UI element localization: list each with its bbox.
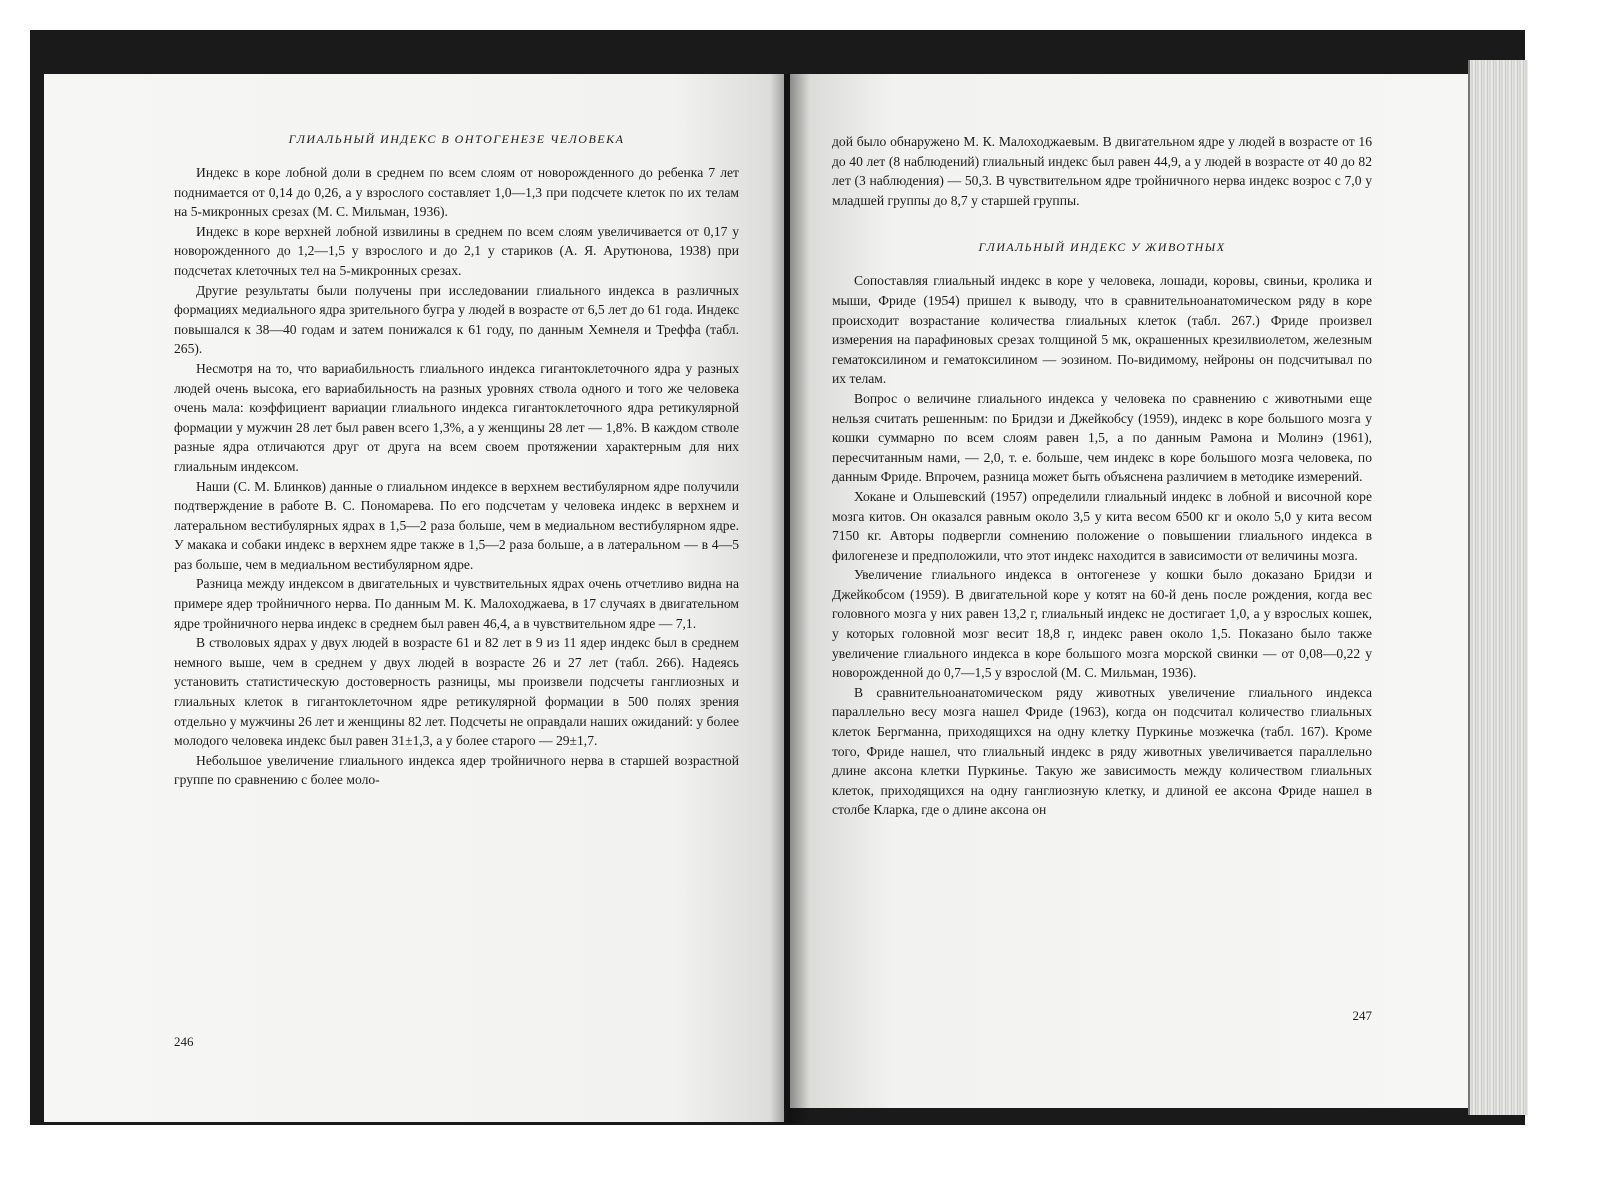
paragraph: Несмотря на то, что вариабильность глиального индекса гигантоклеточного ядра у разных людей очень высока, его вариабильность на разных уровнях ствола одного и того же человека очень мала: коэффициент вариации глиального индекса гигантоклеточного ядра ретикулярной формации у мужчин 28 лет был равен всего 1,3%, а у женщины 28 лет — 1,8%. В каждом стволе разные ядра отличаются друг от друга на всем своем протяжении характерным для них глиальным индексом.: [174, 360, 739, 474]
left-page: [44, 74, 784, 1122]
paragraph: Хокане и Ольшевский (1957) определили глиальный индекс в лобной и височной коре мозга китов. Он оказался равным около 3,5 у кита весом 6500 кг и около 5,0 у кита весом 7150 кг. Авторы подвергли сомнению положение о повышении глиального индекса в филогенезе и предположили, что этот индекс находится в зависимости от величины мозга.: [832, 488, 1372, 563]
paragraph: Небольшое увеличение глиального индекса ядер тройничного нерва в старшей возрастной группе по сравнению с более моло-: [174, 752, 739, 788]
page-number: 246: [174, 1034, 194, 1049]
paragraph: Другие результаты были получены при исследовании глиального индекса в различных формациях медиального ядра зрительного бугра у людей в возрасте от 6,5 лет до 61 года. Индекс повышался к 38—40 годам и затем понижался к 61 году, по данным Хемнеля и Треффа (табл. 265).: [174, 282, 739, 357]
paragraph: Вопрос о величине глиального индекса у человека по сравнению с животными еще нельзя считать решенным: по Бридзи и Джейкобсу (1959), индекс в коре большого мозга у кошки суммарно по всем слоям равен 1,5, а по данным Рамона и Молинэ (1961), пересчитанным нами, — 2,0, т. е. больше, чем индекс в коре большого мозга человека, по данным Фриде. Впрочем, разница может быть объяснена различием в методике измерений.: [832, 390, 1372, 485]
paragraph: Увеличение глиального индекса в онтогенезе у кошки было доказано Бридзи и Джейкобсом (1959). В двигательной коре у котят на 60-й день после рождения, когда вес головного мозга у них равен 13,2 г, глиальный индекс не достигает 1,0, а у взрослых кошек, у которых головной мозг весит 18,8 г, индекс равен около 1,5. Показано было также увеличение глиального индекса в коре большого мозга морской свинки — от 0,08—0,22 у новорожденной до 0,7—1,5 у взрослой (М. С. Мильман, 1936).: [832, 567, 1372, 681]
paragraph: Индекс в коре верхней лобной извилины в среднем по всем слоям увеличивается от 0,17 у новорожденного до 1,2—1,5 у взрослого и до 2,1 у стариков (А. Я. Арутюнова, 1938) при подсчетах клеточных тел на 5-микронных срезах.: [174, 223, 739, 278]
paragraph: Индекс в коре лобной доли в среднем по всем слоям от новорожденного до ребенка 7 лет поднимается от 0,14 до 0,26, а у взрослого составляет 1,0—1,3 при подсчете клеток по их телам на 5-микронных срезах (М. С. Мильман, 1936).: [174, 165, 739, 220]
book-gutter: [770, 74, 810, 1124]
page-number: 247: [1352, 1008, 1372, 1023]
paragraph: Наши (С. М. Блинков) данные о глиальном индексе в верхнем вестибулярном ядре получили подтверждение в работе В. С. Пономарева. По его подсчетам у человека индекс в верхнем и латеральном вестибулярных ядрах в 1,5—2 раза больше, чем в медиальном вестибулярном ядре. У макака и собаки индекс в верхнем ядре также в 1,5—2 раза больше, а в латеральном — в 4—5 раз больше, чем в медиальном вестибулярном ядре.: [174, 478, 739, 572]
paragraph: Сопоставляя глиальный индекс в коре у человека, лошади, коровы, свиньи, кролика и мыши, Фриде (1954) пришел к выводу, что в сравнительноанатомическом ряду в коре происходит возрастание количества глиальных клеток (табл. 267.) Фриде произвел измерения на парафиновых срезах толщиной 5 мк, окрашенных крезилвиолетом, железным гематоксилином и гематоксилином — эозином. По-видимому, нейроны он подсчитывал по их телам.: [832, 273, 1372, 387]
section-heading-animals: ГЛИАЛЬНЫЙ ИНДЕКС У ЖИВОТНЫХ: [978, 240, 1226, 255]
section-heading-ontogenesis: ГЛИАЛЬНЫЙ ИНДЕКС В ОНТОГЕНЕЗЕ ЧЕЛОВЕКА: [288, 132, 625, 146]
right-page: [790, 74, 1480, 1108]
paragraph-continuation: дой было обнаружено М. К. Малоходжаевым. В двигательном ядре у людей в возрасте от 16 до 40 лет (8 наблюдений) глиальный индекс был равен 44,9, а у людей в возрасте от 40 до 82 лет (3 наблюдения) — 50,3. В чувствительном ядре тройничного нерва индекс возрос с 7,0 у младшей группы до 8,7 у старшей группы.: [832, 134, 1372, 208]
paragraph: В стволовых ядрах у двух людей в возрасте 61 и 82 лет в 9 из 11 ядер индекс был в среднем немного выше, чем в среднем у двух людей в возрасте 26 и 27 лет (табл. 266). Надеясь установить статистическую достоверность разницы, мы произвели подсчеты ганглиозных и глиальных клеток в гигантоклеточном ядре ретикулярной формации в 500 полях зрения отдельно у мужчины 26 лет и женщины 82 лет. Подсчеты не оправдали наших ожиданий: у более молодого человека индекс был равен 31±1,3, а у более старого — 29±1,7.: [174, 635, 739, 749]
paragraph: В сравнительноанатомическом ряду животных увеличение глиального индекса параллельно весу мозга нашел Фриде (1963), когда он подсчитал количество глиальных клеток Бергманна, приходящихся на одну клетку Пуркинье мозжечка (табл. 167). Кроме того, Фриде нашел, что глиальный индекс в ряду животных увеличивается параллельно длине аксона клетки Пуркинье. Такую же зависимость между количеством глиальных клеток, приходящихся на одну ганглиозную клетку, и длиной ее аксона Фриде нашел в столбе Кларка, где о длине аксона он: [832, 684, 1372, 818]
left-page-text: [174, 132, 739, 790]
right-page-text: [832, 132, 1372, 820]
paragraph: Разница между индексом в двигательных и чувствительных ядрах очень отчетливо видна на примере ядер тройничного нерва. По данным М. К. Малоходжаева, в 17 случаях в двигательном ядре тройничного нерва индекс в среднем был равен 46,4, а в чувствительном ядре — 7,1.: [174, 576, 739, 631]
page-block-edges: [1468, 60, 1528, 1115]
